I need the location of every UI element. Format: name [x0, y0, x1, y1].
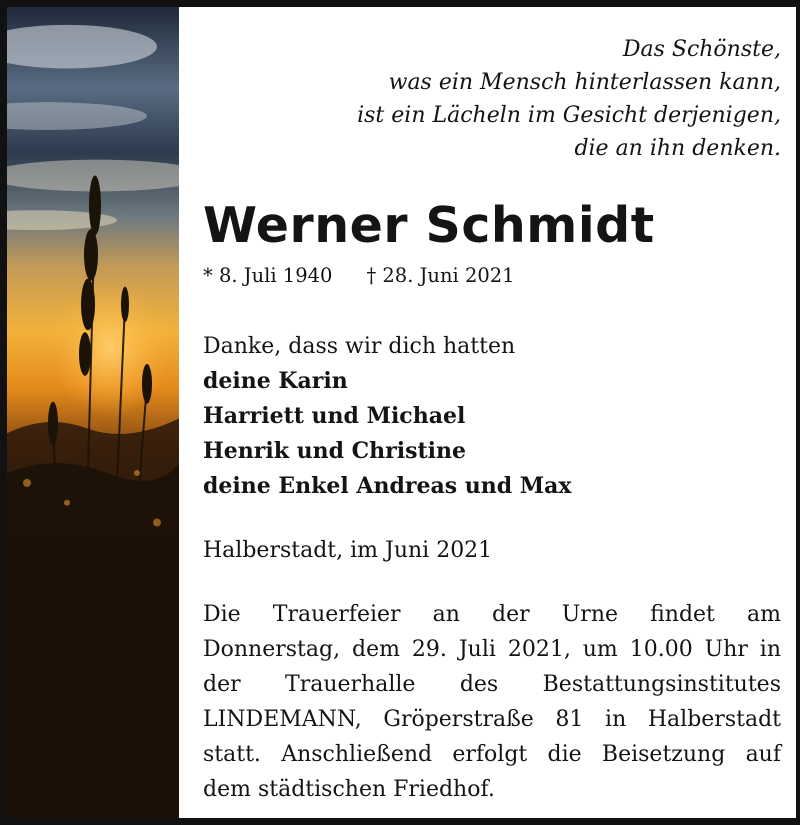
life-dates	[203, 264, 515, 287]
quote-line: die an ihn denken.	[574, 136, 781, 161]
place-date: Halberstadt, im Juni 2021	[203, 538, 493, 563]
memorial-quote	[357, 33, 781, 165]
ceremony-line: statt. Anschließend erfolgt die Beisetzung auf	[203, 742, 781, 767]
deceased-name: Werner Schmidt	[203, 197, 655, 254]
ceremony-line: dem städtischen Friedhof.	[203, 777, 495, 802]
ceremony-line: LINDEMANN, Gröperstraße 81 in Halberstadt	[203, 707, 781, 732]
quote-line: ist ein Lächeln im Gesicht derjenigen,	[357, 103, 781, 128]
family-member: deine Enkel Andreas und Max	[203, 473, 572, 499]
sunset-grass-photo	[7, 7, 179, 818]
death-date: † 28. Juni 2021	[366, 264, 515, 287]
ceremony-line: Die Trauerfeier an der Urne findet am	[203, 602, 781, 627]
family-signatures	[203, 329, 572, 504]
family-member: Henrik und Christine	[203, 438, 467, 464]
quote-line: was ein Mensch hinterlassen kann,	[388, 70, 781, 95]
ceremony-line: Donnerstag, dem 29. Juli 2021, um 10.00 Uhr in	[203, 637, 781, 662]
sunset-grass-image	[7, 7, 179, 818]
ceremony-line: der Trauerhalle des Bestattungsinstitutes	[203, 672, 781, 697]
family-member: Harriett und Michael	[203, 403, 466, 429]
quote-line: Das Schönste,	[622, 37, 781, 62]
thanks-line: Danke, dass wir dich hatten	[203, 334, 516, 359]
ceremony-info	[203, 597, 781, 807]
birth-date: * 8. Juli 1940	[203, 264, 333, 287]
family-member: deine Karin	[203, 368, 348, 394]
